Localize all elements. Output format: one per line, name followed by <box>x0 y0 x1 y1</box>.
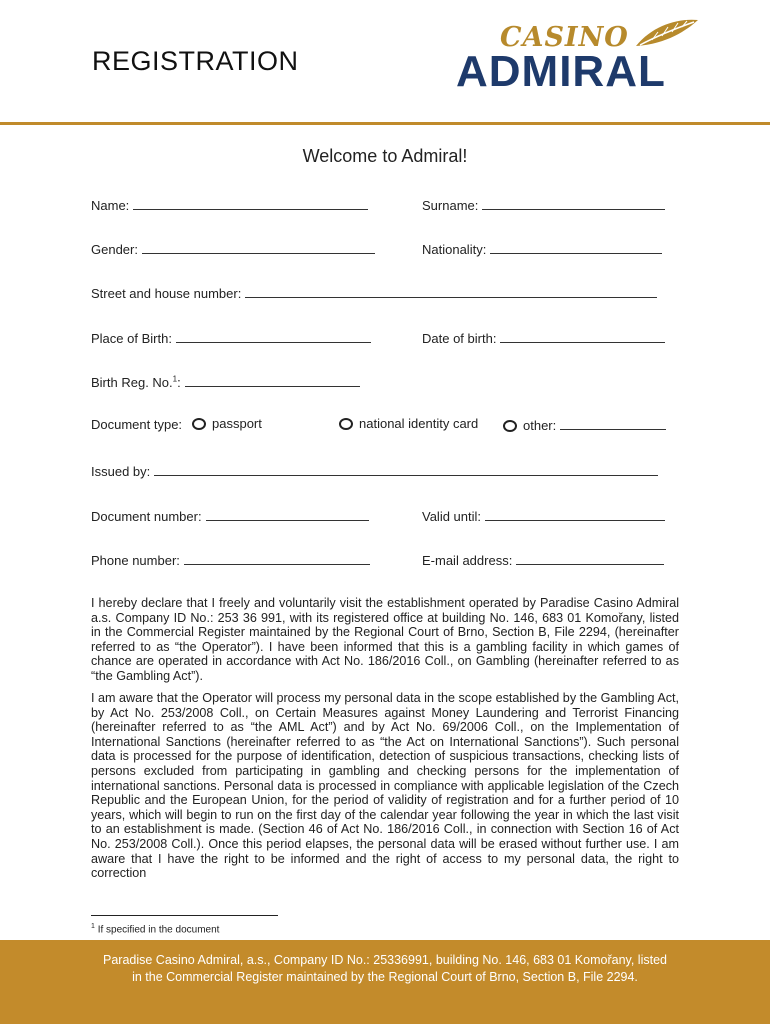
option-other[interactable] <box>503 416 666 434</box>
valid-until-input-line[interactable] <box>485 507 665 521</box>
gender-label: Gender: <box>91 242 138 257</box>
valid-until-label: Valid until: <box>422 509 482 524</box>
welcome-heading: Welcome to Admiral! <box>302 146 468 166</box>
name-label: Name: <box>91 198 130 213</box>
option-other-label: other: <box>523 418 557 433</box>
street-label: Street and house number: <box>91 286 242 301</box>
option-passport-label: passport <box>212 416 262 431</box>
birth-reg-label: Birth Reg. No. <box>91 375 173 390</box>
other-input-line[interactable] <box>560 416 666 430</box>
page-footer <box>0 940 770 1024</box>
document-number-field[interactable] <box>91 507 369 524</box>
document-number-label: Document number: <box>91 509 202 524</box>
nationality-input-line[interactable] <box>490 240 662 254</box>
footnote <box>91 923 219 935</box>
footnote-text: If specified in the document <box>97 924 220 936</box>
page-header <box>0 0 770 124</box>
place-of-birth-field[interactable] <box>91 329 371 346</box>
option-national-id[interactable] <box>339 416 478 432</box>
document-number-input-line[interactable] <box>206 507 369 521</box>
footnote-divider <box>91 915 278 916</box>
phone-number-field[interactable] <box>91 551 370 568</box>
place-of-birth-input-line[interactable] <box>176 329 371 343</box>
date-of-birth-field[interactable] <box>422 329 665 346</box>
logo-admiral-text: ADMIRAL <box>456 47 666 96</box>
logo-casino-text: CASINO <box>500 22 629 53</box>
phone-number-input-line[interactable] <box>184 551 370 565</box>
radio-other-icon[interactable] <box>503 420 517 432</box>
surname-input-line[interactable] <box>482 196 665 210</box>
footer-text <box>60 952 710 986</box>
footnote-marker: 1 <box>91 923 95 930</box>
date-of-birth-label: Date of birth: <box>422 331 497 346</box>
footer-line-1: Paradise Casino Admiral, a.s., Company ID No.: 25336991, building No. 146, 683 01 Komořany, listed <box>103 953 667 967</box>
email-address-label: E-mail address: <box>422 553 513 568</box>
document-type-group <box>91 417 182 432</box>
gender-input-line[interactable] <box>142 240 375 254</box>
nationality-field[interactable] <box>422 240 662 257</box>
option-national-id-label: national identity card <box>359 416 479 431</box>
street-input-line[interactable] <box>245 284 657 298</box>
declaration-paragraph-1: I hereby declare that I freely and voluntarily visit the establishment operated by Paradise Casino Admiral a.s. Company ID No.: 253 36 991, with its registered office at building No. 146, 683 01 Komořany, listed in the Commercial Register maintained by the Regional Court of Brno, Section B, File 2294, (hereinafter referred to as “the Operator”). I have been informed that this is a gambling facility in which games of chance are operated in accordance with Act No. 186/2016 Coll., on Gambling (hereinafter referred to as “the Gambling Act”). <box>91 596 679 683</box>
document-type-label: Document type: <box>91 417 183 432</box>
header-divider <box>0 122 770 125</box>
footnote-ref: 1 <box>172 374 178 384</box>
gender-field[interactable] <box>91 240 375 257</box>
valid-until-field[interactable] <box>422 507 665 524</box>
email-address-input-line[interactable] <box>516 551 664 565</box>
issued-by-field[interactable] <box>91 462 658 479</box>
name-field[interactable] <box>91 196 368 213</box>
option-passport[interactable] <box>192 416 262 432</box>
casino-admiral-logo <box>452 14 722 94</box>
nationality-label: Nationality: <box>422 242 487 257</box>
radio-passport-icon[interactable] <box>192 418 206 430</box>
birth-reg-field[interactable] <box>91 373 360 390</box>
street-field[interactable] <box>91 284 657 301</box>
surname-field[interactable] <box>422 196 665 213</box>
birth-reg-colon: : <box>177 375 181 390</box>
place-of-birth-label: Place of Birth: <box>91 331 172 346</box>
page-title: REGISTRATION <box>92 46 299 76</box>
issued-by-label: Issued by: <box>91 464 151 479</box>
phone-number-label: Phone number: <box>91 553 180 568</box>
date-of-birth-input-line[interactable] <box>500 329 665 343</box>
radio-national-id-icon[interactable] <box>339 418 353 430</box>
surname-label: Surname: <box>422 198 479 213</box>
birth-reg-input-line[interactable] <box>185 373 360 387</box>
email-address-field[interactable] <box>422 551 664 568</box>
footer-line-2: in the Commercial Register maintained by the Regional Court of Brno, Section B, File 2294. <box>132 970 638 984</box>
issued-by-input-line[interactable] <box>154 462 658 476</box>
declaration-paragraph-2: I am aware that the Operator will process my personal data in the scope established by the Gambling Act, by Act No. 253/2008 Coll., on Certain Measures against Money Laundering and Terrorist Financing (hereinafter referred to as “the AML Act”) and by Act No. 69/2006 Coll., on the Implementation of International Sanctions (hereinafter referred to as “the Act on International Sanctions”). Such personal data is processed for the purpose of identification, detection of suspicious transactions, checking lists of persons excluded from participating in gambling and checking persons for the implementation of international sanctions. Personal data is processed in compliance with applicable legislation of the Czech Republic and the European Union, for the period of validity of registration and for a further period of 10 years, which will begin to run on the first day of the calendar year following the year in which the last visit to an establishment is made. (Section 46 of Act No. 186/2016 Coll., in connection with Section 16 of Act No. 253/2008 Coll.). Once this period elapses, the personal data will be erased without further use. I am aware that I have the right to be informed and the right of access to my personal data, the right to correction <box>91 691 680 881</box>
name-input-line[interactable] <box>133 196 368 210</box>
